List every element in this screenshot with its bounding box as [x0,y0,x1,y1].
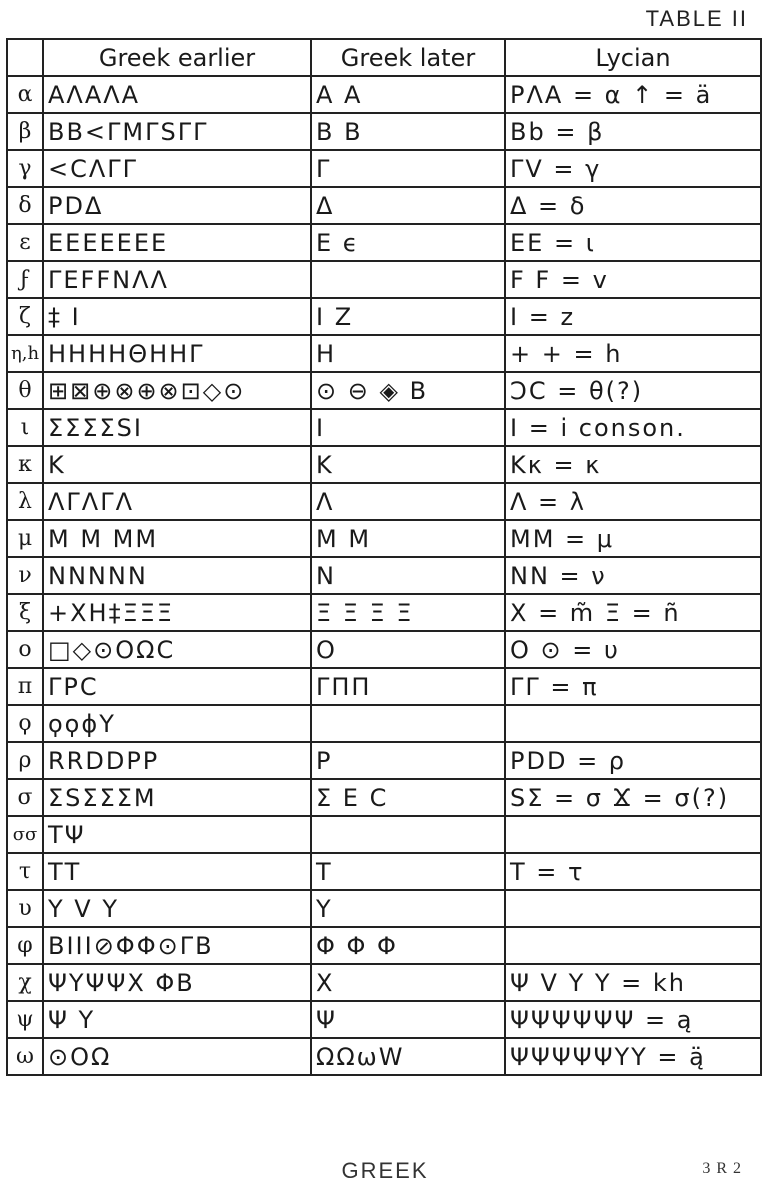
letter-cell: ρ [7,742,43,779]
header-greek-later: Greek later [311,39,505,76]
lycian-cell: Ι = z [505,298,761,335]
table-row [7,816,761,853]
greek-earlier-cell: ΨΥΨΨΧ ΦΒ [43,964,311,1001]
greek-later-cell: Χ [311,964,505,1001]
greek-earlier-cell: ΗΗΗΗΘΗΗΓ [43,335,311,372]
table-row [7,890,761,927]
header-lycian: Lycian [505,39,761,76]
table-row [7,261,761,298]
lycian-cell: Χ = m̃ Ξ = ñ [505,594,761,631]
greek-later-cell: Λ [311,483,505,520]
greek-later-cell: Ξ Ξ Ξ Ξ [311,594,505,631]
lycian-cell: ΓV = γ [505,150,761,187]
table-row [7,372,761,409]
greek-later-cell: Ρ [311,742,505,779]
letter-cell: ϙ [7,705,43,742]
greek-later-cell: Ι [311,409,505,446]
table-row [7,1001,761,1038]
greek-later-cell: Ο [311,631,505,668]
greek-earlier-cell: ΤΤ [43,853,311,890]
lycian-cell: F F = v [505,261,761,298]
letter-cell: ι [7,409,43,446]
letter-cell: ω [7,1038,43,1075]
lycian-cell: Ψ V Υ Υ = kh [505,964,761,1001]
greek-earlier-cell: □◇⊙ΟΩC [43,631,311,668]
lycian-cell: Ο ⊙ = υ [505,631,761,668]
greek-later-cell [311,816,505,853]
greek-later-cell: Κ [311,446,505,483]
greek-earlier-cell: RRDDΡΡ [43,742,311,779]
lycian-cell: ΡΛΑ = α ↑ = ä [505,76,761,113]
greek-later-cell: Σ Ε C [311,779,505,816]
table-row [7,668,761,705]
letter-cell: η,h [7,335,43,372]
lycian-cell [505,816,761,853]
greek-earlier-cell: ϙϙϕΥ [43,705,311,742]
greek-earlier-cell: Ψ Υ [43,1001,311,1038]
lycian-cell: + + = h [505,335,761,372]
greek-later-cell [311,705,505,742]
letter-cell: κ [7,446,43,483]
greek-later-cell: Ψ [311,1001,505,1038]
table-row [7,964,761,1001]
lycian-cell: SΣ = σ Ϫ = σ(?) [505,779,761,816]
greek-later-cell: Φ Φ Φ [311,927,505,964]
lycian-cell: ΝΝ = ν [505,557,761,594]
greek-earlier-cell: ⊙ΟΩ [43,1038,311,1075]
letter-cell: ζ [7,298,43,335]
greek-earlier-cell: ΤΨ [43,816,311,853]
letter-cell: α [7,76,43,113]
table-row [7,113,761,150]
letter-cell: σσ [7,816,43,853]
table-row [7,927,761,964]
table-row [7,483,761,520]
lycian-cell: Βb = β [505,113,761,150]
table-row [7,520,761,557]
table-label: TABLE II [645,6,748,31]
greek-earlier-cell: Μ Μ ΜΜ [43,520,311,557]
letter-cell: β [7,113,43,150]
letter-cell: ο [7,631,43,668]
letter-cell: υ [7,890,43,927]
table-row [7,150,761,187]
letter-cell: ξ [7,594,43,631]
letter-cell: ε [7,224,43,261]
letter-cell: θ [7,372,43,409]
letter-cell: φ [7,927,43,964]
letter-cell: ν [7,557,43,594]
letter-cell: π [7,668,43,705]
header-greek-earlier: Greek earlier [43,39,311,76]
lycian-cell: ΨΨΨΨΨΥΥ = ą̈ [505,1038,761,1075]
greek-later-cell [311,261,505,298]
table-row [7,557,761,594]
greek-later-cell: Δ [311,187,505,224]
alphabet-table [6,38,762,1076]
letter-cell: λ [7,483,43,520]
letter-cell: δ [7,187,43,224]
greek-earlier-cell: +ΧΗ‡ΞΞΞ [43,594,311,631]
greek-earlier-cell: ΓΕFFΝΛΛ [43,261,311,298]
lycian-cell: ΜΜ = μ [505,520,761,557]
greek-later-cell: Ι Ζ [311,298,505,335]
table-row [7,853,761,890]
letter-cell: σ [7,779,43,816]
letter-cell: γ [7,150,43,187]
table-row [7,298,761,335]
greek-later-cell: Ε ϵ [311,224,505,261]
greek-earlier-cell: ΛΓΛΓΛ [43,483,311,520]
greek-later-cell: ΓΠΠ [311,668,505,705]
greek-later-cell: Α Α [311,76,505,113]
table-row [7,779,761,816]
greek-earlier-cell: <CΛΓΓ [43,150,311,187]
lycian-cell: Δ = δ [505,187,761,224]
table-row [7,705,761,742]
greek-earlier-cell: ΕΕΕΕΕΕΕ [43,224,311,261]
letter-cell: μ [7,520,43,557]
greek-earlier-cell: Κ [43,446,311,483]
table-row [7,742,761,779]
greek-earlier-cell: ΒΒ<ΓΜΓSΓΓ [43,113,311,150]
header-letter [7,39,43,76]
lycian-cell [505,705,761,742]
table-row [7,335,761,372]
footer-title: GREEK [341,1158,429,1183]
greek-later-cell: Ν [311,557,505,594]
greek-later-cell: ΩΩωW [311,1038,505,1075]
lycian-cell [505,890,761,927]
lycian-cell: Τ = τ [505,853,761,890]
greek-earlier-cell: ΑΛΑΛΑ [43,76,311,113]
lycian-cell: ΕΕ = ι [505,224,761,261]
greek-later-cell: Η [311,335,505,372]
greek-earlier-cell: ‡ Ι [43,298,311,335]
greek-earlier-cell: ΝΝΝΝΝ [43,557,311,594]
table-row [7,187,761,224]
greek-earlier-cell: ΣΣΣΣSΙ [43,409,311,446]
lycian-cell: ΨΨΨΨΨΨ = ą [505,1001,761,1038]
header-row [7,39,761,76]
greek-earlier-cell: Υ V Υ [43,890,311,927]
lycian-cell: ΡDD = ρ [505,742,761,779]
table-row [7,631,761,668]
greek-later-cell: ⊙ ⊖ ◈ Β [311,372,505,409]
lycian-cell [505,927,761,964]
letter-cell: χ [7,964,43,1001]
table-row [7,594,761,631]
lycian-cell: ϽC = θ(?) [505,372,761,409]
greek-earlier-cell: ΒΙΙΙ⊘ΦΦ⊙ΓΒ [43,927,311,964]
greek-later-cell: Β Β [311,113,505,150]
lycian-cell: Ι = i conson. [505,409,761,446]
greek-later-cell: Γ [311,150,505,187]
lycian-cell: ΓΓ = π [505,668,761,705]
greek-earlier-cell: ΓΡC [43,668,311,705]
table-row [7,446,761,483]
greek-later-cell: Τ [311,853,505,890]
letter-cell: ψ [7,1001,43,1038]
greek-later-cell: Υ [311,890,505,927]
table-row [7,76,761,113]
table-row [7,1038,761,1075]
letter-cell: ϝ [7,261,43,298]
greek-later-cell: Μ Μ [311,520,505,557]
lycian-cell: Λ = λ [505,483,761,520]
greek-earlier-cell: ΡDΔ [43,187,311,224]
table-row [7,409,761,446]
greek-earlier-cell: ΣSΣΣΣΜ [43,779,311,816]
table-row [7,224,761,261]
greek-earlier-cell: ⊞⊠⊕⊗⊕⊗⊡◇⊙ [43,372,311,409]
lycian-cell: Κκ = κ [505,446,761,483]
letter-cell: τ [7,853,43,890]
page-code: 3 R 2 [702,1160,742,1177]
